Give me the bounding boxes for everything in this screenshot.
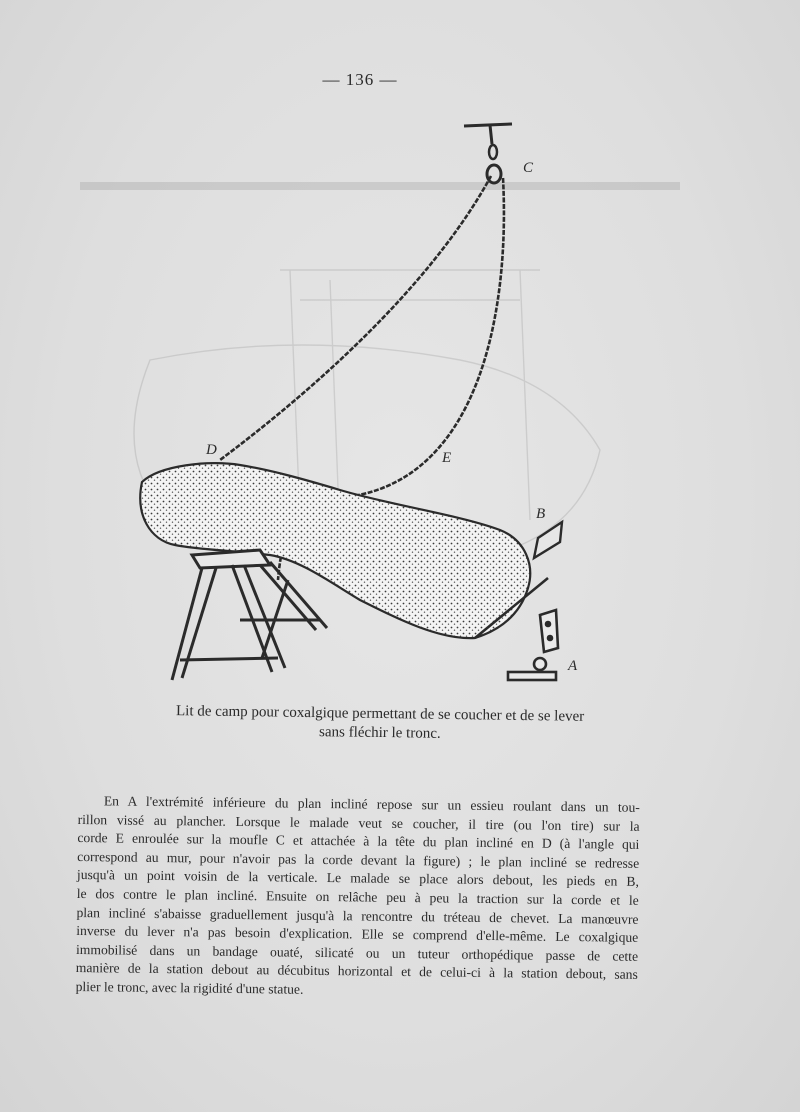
figure-caption (100, 701, 660, 747)
caption-line-2: sans fléchir le tronc. (318, 724, 441, 742)
body-line: corde E enroulée sur la moufle C et attachée à la tête du plan incliné en D (à l'angle qui (77, 830, 640, 853)
label-d: D (206, 442, 217, 458)
body-line: correspond au mur, pour n'avoir pas la corde devant la figure) ; le plan incliné se redresse (77, 848, 640, 871)
ceiling-bracket (464, 124, 512, 144)
label-e: E (442, 450, 452, 466)
body-line: inverse du lever n'a pas besoin d'explication. Elle se comprend d'elle-même. Le coxalgique (76, 923, 639, 946)
body-line: En A l'extrémité inférieure du plan incliné repose sur un essieu roulant dans un tou- (103, 793, 640, 815)
patient-body (140, 463, 530, 638)
body-line: le dos contre le plan incliné. Ensuite on relâche peu à peu la traction sur la corde et le (76, 885, 639, 908)
camp-bed-illustration (120, 110, 600, 700)
body-line: manière de la station debout au décubitus horizontal et de celui-ci à la station debout, sans (75, 960, 638, 983)
page-number: — 136 — (322, 70, 398, 89)
body-line: immobilisé dans un bandage ouaté, silicaté ou un tuteur orthopédique passe de cette (75, 941, 639, 964)
footboard-b (534, 522, 562, 558)
label-a: A (568, 658, 578, 674)
rope-d (220, 176, 491, 460)
body-line: plan incliné s'abaisse graduellement jusqu'à la rencontre du tréteau de chevet. La manœuvre (76, 904, 639, 927)
caption-line-1: Lit de camp pour coxalgique permettant de se coucher et de se lever (175, 703, 585, 725)
body-line: plier le tronc, avec la rigidité d'une statue. (75, 978, 304, 997)
label-c: C (523, 160, 534, 176)
trestle (172, 550, 327, 680)
body-line: jusqu'à un point voisin de la verticale. Le malade se place alors debout, les pieds en B, (76, 867, 640, 890)
label-b: B (536, 506, 546, 522)
body-line: rillon vissé au plancher. Lorsque le malade veut se coucher, il tire (ou l'on tire) sur la (77, 811, 640, 834)
body-paragraph (76, 792, 640, 1003)
